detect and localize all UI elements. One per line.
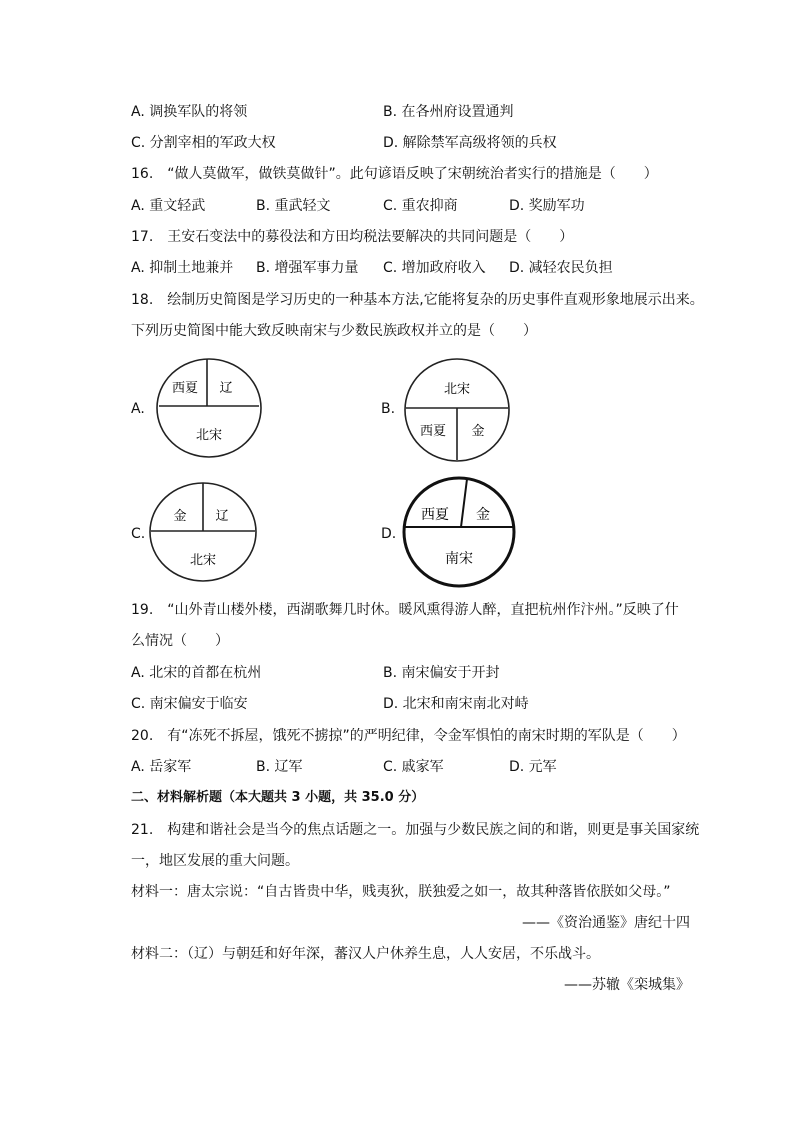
q20-option-c: C. 戚家军 (383, 759, 444, 775)
q18-option-b-label: B. (381, 401, 396, 417)
q17-option-b: B. 增强军事力量 (256, 260, 359, 276)
q16-option-b: B. 重武轻文 (256, 198, 331, 214)
q21-stem-line1: 21. 构建和谐社会是当今的焦点话题之一。加强与少数民族之间的和谐，则更是事关国家统 (131, 822, 700, 838)
q18-diagram-b (402, 356, 512, 464)
q19-option-c: C. 南宋偏安于临安 (131, 696, 248, 712)
q20-option-a: A. 岳家军 (131, 759, 192, 775)
q15-option-a: A. 调换军队的将领 (131, 104, 248, 120)
q19-stem-line1: 19. “山外青山楼外楼，西湖歌舞几时休。暖风熏得游人醉，直把杭州作汴州。”反映了什 (131, 602, 679, 618)
diagram-b-label-top: 北宋 (443, 382, 471, 397)
q18-diagram-d (401, 475, 517, 589)
q21-stem-line2: 一，地区发展的重大问题。 (131, 853, 299, 869)
q15-option-d: D. 解除禁军高级将领的兵权 (383, 135, 557, 151)
q18-option-a-label: A. (131, 401, 145, 417)
q17-stem: 17. 王安石变法中的募役法和方田均税法要解决的共同问题是（ ） (131, 229, 574, 245)
diagram-d-label-left: 西夏 (421, 507, 449, 523)
diagram-c-label-bottom: 北宋 (189, 553, 217, 568)
q15-option-b: B. 在各州府设置通判 (383, 104, 514, 120)
q19-option-d: D. 北宋和南宋南北对峙 (383, 696, 529, 712)
q15-option-c: C. 分割宰相的军政大权 (131, 135, 276, 151)
q20-option-d: D. 元军 (509, 759, 557, 775)
q18-diagram-a (154, 356, 264, 460)
q16-option-d: D. 奖励军功 (509, 198, 585, 214)
q18-option-c-label: C. (131, 526, 146, 542)
q16-option-a: A. 重文轻武 (131, 198, 206, 214)
q18-stem-line2: 下列历史简图中能大致反映南宋与少数民族政权并立的是（ ） (131, 323, 537, 339)
diagram-c-label-right: 辽 (215, 509, 229, 524)
q21-material-2-source: ——苏辙《栾城集》 (564, 977, 690, 993)
q19-option-a: A. 北宋的首都在杭州 (131, 665, 262, 681)
q21-material-1: 材料一：唐太宗说：“自古皆贵中华，贱夷狄，朕独爱之如一，故其种落皆依朕如父母。” (131, 884, 671, 900)
q20-option-b: B. 辽军 (256, 759, 303, 775)
q19-option-b: B. 南宋偏安于开封 (383, 665, 500, 681)
diagram-b-label-right: 金 (471, 424, 485, 439)
q17-option-d: D. 减轻农民负担 (509, 260, 613, 276)
q18-diagram-c (147, 480, 259, 584)
q16-option-c: C. 重农抑商 (383, 198, 458, 214)
diagram-b-label-left: 西夏 (419, 424, 447, 439)
q16-stem: 16. “做人莫做军，做铁莫做针”。此句谚语反映了宋朝统治者实行的措施是（ ） (131, 166, 658, 182)
q18-option-d-label: D. (381, 526, 397, 542)
diagram-c-label-left: 金 (173, 509, 187, 524)
q19-stem-line2: 么情况（ ） (131, 633, 229, 649)
diagram-a-label-right: 辽 (219, 381, 233, 396)
section-title: 二、材料解析题（本大题共 3 小题，共 35.0 分） (131, 790, 425, 805)
q17-option-c: C. 增加政府收入 (383, 260, 486, 276)
q18-stem-line1: 18. 绘制历史简图是学习历史的一种基本方法,它能将复杂的历史事件直观形象地展示出来。 (131, 292, 704, 308)
diagram-a-label-bottom: 北宋 (195, 428, 223, 443)
q17-option-a: A. 抑制土地兼并 (131, 260, 234, 276)
q21-material-1-source: ——《资治通鉴》唐纪十四 (522, 915, 690, 931)
q21-material-2: 材料二：（辽）与朝廷和好年深，蕃汉人户休养生息，人人安居，不乐战斗。 (131, 946, 600, 962)
diagram-d-label-bottom: 南宋 (445, 551, 473, 567)
diagram-a-label-left: 西夏 (171, 381, 199, 396)
q20-stem: 20. 有“冻死不拆屋，饿死不掳掠”的严明纪律，令金军惧怕的南宋时期的军队是（ ） (131, 728, 686, 744)
diagram-d-label-right: 金 (476, 507, 490, 523)
